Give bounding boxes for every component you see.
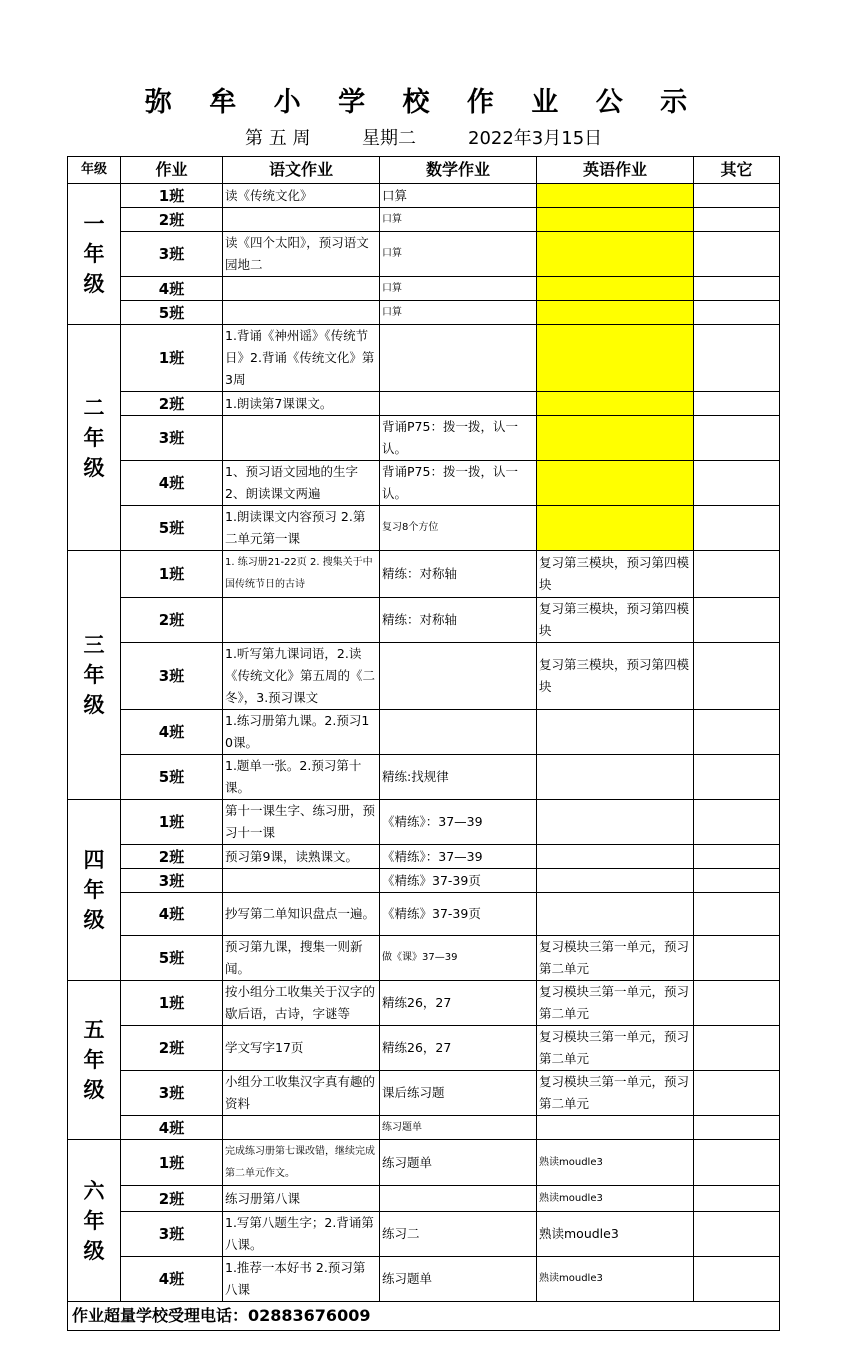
table-row [68,551,780,598]
other-homework-cell [694,277,780,301]
grade-label-char: 二 [83,394,105,420]
english-homework-cell [537,416,694,461]
chinese-homework-cell [223,598,380,643]
other-homework-cell [694,1026,780,1071]
chinese-homework-cell [223,277,380,301]
english-homework-cell [537,755,694,800]
chinese-homework-cell: 1.朗读课文内容预习 2.第二单元第一课 [223,506,380,551]
math-homework-cell: 精练：对称轴 [380,551,537,598]
class-label: 4班 [121,893,223,936]
page-title: 弥 牟 小 学 校 作 业 公 示 [144,87,702,118]
table-row [68,506,780,551]
header-english: 英语作业 [537,157,694,184]
english-homework-cell: 熟读moudle3 [537,1257,694,1302]
grade-label [68,800,121,981]
other-homework-cell [694,1140,780,1186]
chinese-homework-cell: 1. 练习册21-22页 2. 搜集关于中国传统节日的古诗 [223,551,380,598]
header-chinese: 语文作业 [223,157,380,184]
math-homework-cell [380,1186,537,1212]
chinese-homework-cell: 1.背诵《神州谣》《传统节日》2.背诵《传统文化》第3周 [223,325,380,392]
other-homework-cell [694,981,780,1026]
math-homework-cell: 精练:找规律 [380,755,537,800]
class-label: 3班 [121,643,223,710]
math-homework-cell: 《精练》：37—39 [380,845,537,869]
grade-label-char: 三 [83,632,105,657]
other-homework-cell [694,869,780,893]
table-row [68,277,780,301]
other-homework-cell [694,598,780,643]
table-row [68,936,780,981]
math-homework-cell: 复习8个方位 [380,506,537,551]
chinese-homework-cell: 小组分工收集汉字真有趣的资料 [223,1071,380,1116]
table-row [68,184,780,208]
table-row [68,461,780,506]
math-homework-cell: 课后练习题 [380,1071,537,1116]
other-homework-cell [694,208,780,232]
table-row [68,416,780,461]
chinese-homework-cell: 1、预习语文园地的生字2、朗读课文两遍 [223,461,380,506]
class-label: 5班 [121,755,223,800]
other-homework-cell [694,710,780,755]
class-label: 5班 [121,301,223,325]
table-row [68,710,780,755]
table-row [68,301,780,325]
grade-label-char: 级 [83,1077,105,1102]
math-homework-cell [380,392,537,416]
table-row [68,1116,780,1140]
chinese-homework-cell [223,1116,380,1140]
header-row [68,157,780,184]
week-label: 第 五 周 [245,128,311,149]
grade-label [68,1140,121,1302]
class-label: 5班 [121,936,223,981]
other-homework-cell [694,845,780,869]
chinese-homework-cell: 1.听写第九课词语，2.读《传统文化》第五周的《二冬》，3.预习课文 [223,643,380,710]
other-homework-cell [694,551,780,598]
other-homework-cell [694,325,780,392]
english-homework-cell: 复习第三模块，预习第四模块 [537,643,694,710]
english-homework-cell [537,392,694,416]
other-homework-cell [694,301,780,325]
math-homework-cell: 练习题单 [380,1140,537,1186]
table-row [68,325,780,392]
english-homework-cell: 复习模块三第一单元，预习第二单元 [537,1026,694,1071]
class-label: 1班 [121,551,223,598]
table-row [68,598,780,643]
table-row [68,232,780,277]
class-label: 3班 [121,1071,223,1116]
grade-label-char: 年 [83,241,105,266]
class-label: 5班 [121,506,223,551]
table-row [68,893,780,936]
english-homework-cell [537,208,694,232]
english-homework-cell: 复习第三模块，预习第四模块 [537,551,694,598]
table-row [68,392,780,416]
other-homework-cell [694,392,780,416]
other-homework-cell [694,755,780,800]
table-row [68,800,780,845]
class-label: 2班 [121,598,223,643]
other-homework-cell [694,1116,780,1140]
math-homework-cell: 《精练》37-39页 [380,869,537,893]
table-row [68,845,780,869]
footer-row [68,1302,780,1331]
chinese-homework-cell: 按小组分工收集关于汉字的歇后语，古诗，字谜等 [223,981,380,1026]
table-row [68,1212,780,1257]
english-homework-cell: 复习第三模块，预习第四模块 [537,598,694,643]
grade-label-char: 年 [83,877,105,902]
chinese-homework-cell: 1.朗读第7课课文。 [223,392,380,416]
grade-label-char: 级 [83,454,105,480]
grade-label-char: 级 [83,692,105,717]
grade-label [68,981,121,1140]
chinese-homework-cell: 1.写第八题生字；2.背诵第八课。 [223,1212,380,1257]
math-homework-cell: 《精练》37-39页 [380,893,537,936]
chinese-homework-cell: 读《传统文化》 [223,184,380,208]
english-homework-cell: 熟读moudle3 [537,1212,694,1257]
english-homework-cell: 熟读moudle3 [537,1186,694,1212]
class-label: 4班 [121,1257,223,1302]
chinese-homework-cell: 1.题单一张。2.预习第十课。 [223,755,380,800]
table-row [68,1140,780,1186]
class-label: 4班 [121,1116,223,1140]
chinese-homework-cell: 学文写字17页 [223,1026,380,1071]
chinese-homework-cell [223,869,380,893]
english-homework-cell: 熟读moudle3 [537,1140,694,1186]
other-homework-cell [694,643,780,710]
english-homework-cell [537,277,694,301]
grade-label-char: 年 [83,1047,105,1072]
english-homework-cell [537,506,694,551]
math-homework-cell: 《精练》：37—39 [380,800,537,845]
class-label: 4班 [121,461,223,506]
class-label: 1班 [121,981,223,1026]
other-homework-cell [694,893,780,936]
english-homework-cell [537,184,694,208]
other-homework-cell [694,1257,780,1302]
grade-label [68,325,121,551]
homework-table [67,156,780,1331]
other-homework-cell [694,506,780,551]
math-homework-cell [380,325,537,392]
header-homework: 作业 [121,157,223,184]
class-label: 2班 [121,392,223,416]
math-homework-cell: 口算 [380,208,537,232]
chinese-homework-cell: 1.练习册第九课。2.预习10课。 [223,710,380,755]
math-homework-cell: 练习题单 [380,1257,537,1302]
class-label: 1班 [121,184,223,208]
grade-label-char: 五 [83,1017,105,1042]
other-homework-cell [694,461,780,506]
class-label: 2班 [121,1026,223,1071]
grade-label-char: 年 [83,1207,105,1233]
chinese-homework-cell [223,301,380,325]
class-label: 3班 [121,416,223,461]
class-label: 2班 [121,1186,223,1212]
math-homework-cell: 口算 [380,232,537,277]
table-row [68,1026,780,1071]
grade-label-char: 一 [83,211,105,236]
table-row [68,981,780,1026]
other-homework-cell [694,232,780,277]
grade-label-char: 级 [83,1237,105,1263]
chinese-homework-cell: 第十一课生字、练习册，预习十一课 [223,800,380,845]
chinese-homework-cell: 抄写第二单知识盘点一遍。 [223,893,380,936]
table-row [68,208,780,232]
header-grade: 年级 [68,157,121,184]
grade-label-char: 年 [83,662,105,687]
other-homework-cell [694,1212,780,1257]
header-other: 其它 [694,157,780,184]
class-label: 3班 [121,869,223,893]
class-label: 4班 [121,710,223,755]
math-homework-cell: 口算 [380,277,537,301]
class-label: 1班 [121,325,223,392]
grade-label-char: 级 [83,907,105,932]
english-homework-cell [537,325,694,392]
chinese-homework-cell: 预习第9课，读熟课文。 [223,845,380,869]
class-label: 1班 [121,1140,223,1186]
english-homework-cell [537,1116,694,1140]
chinese-homework-cell: 1.推荐一本好书 2.预习第八课 [223,1257,380,1302]
weekday-label: 星期二 [362,128,416,149]
grade-label-char: 四 [83,847,105,872]
table-row [68,1257,780,1302]
class-label: 3班 [121,1212,223,1257]
other-homework-cell [694,800,780,845]
grade-label [68,184,121,325]
math-homework-cell: 练习题单 [380,1116,537,1140]
other-homework-cell [694,936,780,981]
english-homework-cell: 复习模块三第一单元，预习第二单元 [537,936,694,981]
chinese-homework-cell: 完成练习册第七课改错，继续完成第二单元作文。 [223,1140,380,1186]
complaint-hotline: 作业超量学校受理电话：02883676009 [68,1302,780,1331]
english-homework-cell [537,893,694,936]
math-homework-cell: 背诵P75：拨一拨，认一认。 [380,416,537,461]
math-homework-cell: 精练26，27 [380,1026,537,1071]
english-homework-cell [537,232,694,277]
english-homework-cell [537,461,694,506]
math-homework-cell [380,710,537,755]
english-homework-cell [537,845,694,869]
header-math: 数学作业 [380,157,537,184]
class-label: 4班 [121,277,223,301]
class-label: 2班 [121,208,223,232]
chinese-homework-cell: 读《四个太阳》，预习语文园地二 [223,232,380,277]
english-homework-cell [537,800,694,845]
chinese-homework-cell: 预习第九课，搜集一则新闻。 [223,936,380,981]
chinese-homework-cell: 练习册第八课 [223,1186,380,1212]
math-homework-cell: 练习二 [380,1212,537,1257]
grade-label-char: 六 [83,1177,105,1203]
chinese-homework-cell [223,416,380,461]
table-row [68,643,780,710]
table-row [68,869,780,893]
class-label: 2班 [121,845,223,869]
english-homework-cell [537,710,694,755]
grade-label [68,551,121,800]
english-homework-cell [537,301,694,325]
math-homework-cell: 做《课》37—39 [380,936,537,981]
other-homework-cell [694,416,780,461]
math-homework-cell: 背诵P75：拨一拨，认一认。 [380,461,537,506]
english-homework-cell [537,869,694,893]
english-homework-cell: 复习模块三第一单元，预习第二单元 [537,1071,694,1116]
math-homework-cell: 口算 [380,301,537,325]
class-label: 3班 [121,232,223,277]
math-homework-cell: 精练：对称轴 [380,598,537,643]
grade-label-char: 级 [83,271,105,296]
class-label: 1班 [121,800,223,845]
math-homework-cell: 口算 [380,184,537,208]
math-homework-cell [380,643,537,710]
table-row [68,755,780,800]
other-homework-cell [694,184,780,208]
table-row [68,1186,780,1212]
chinese-homework-cell [223,208,380,232]
other-homework-cell [694,1186,780,1212]
math-homework-cell: 精练26，27 [380,981,537,1026]
grade-label-char: 年 [83,424,105,450]
date-label: 2022年3月15日 [468,128,603,149]
table-row [68,1071,780,1116]
english-homework-cell: 复习模块三第一单元，预习第二单元 [537,981,694,1026]
other-homework-cell [694,1071,780,1116]
